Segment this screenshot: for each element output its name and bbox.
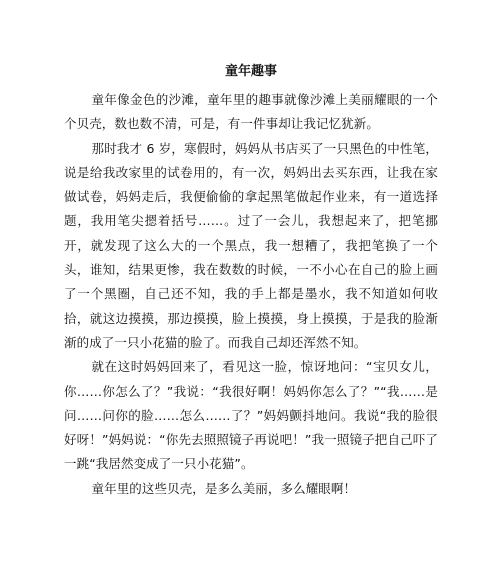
paragraph-1: 童年像金色的沙滩，童年里的趣事就像沙滩上美丽耀眼的一个个贝壳，数也数不清，可是，有一件事却让我记忆犹新。 — [64, 92, 438, 132]
paragraph-2: 那时我才 6 岁，寒假时，妈妈从书店买了一只黑色的中性笔，说是给我改家里的试卷用的，有一次，妈妈出去买东西，让我在家做试卷，妈妈走后，我便偷偷的拿起黑笔做起作业来，有一道选择题，我用笔尖摁着括号……。过了一会儿，我想起来了，把笔挪开，就发现了这么大的一个黑点，我一想糟了，我把笔换了一个头，谁知，结果更惨，我在数数的时候，一不小心在自己的脸上画了一个黑圈，自己还不知，我的手上都是墨水，我不知道如何收拾，就这边摸摸，那边摸摸，脸上摸摸，身上摸摸，于是我的脸渐渐的成了一只小花猫的脸了。而我自己却还浑然不知。 — [64, 140, 438, 350]
document-title: 童年趣事 — [224, 64, 277, 79]
paragraph-3: 就在这时妈妈回来了，看见这一脸，惊讶地问：“宝贝女儿，你……你怎么了？”我说：“我很好啊！妈妈你怎么了？”“我……是问……问你的脸……怎么……了？”妈妈颤抖地问。我说“我的脸很好呀！”妈妈说：“你先去照照镜子再说吧！”我一照镜子把自己吓了一跳“我居然变成了一只小花猫”。 — [64, 359, 438, 472]
paragraph-4: 童年里的这些贝壳，是多么美丽，多么耀眼啊！ — [91, 480, 357, 496]
